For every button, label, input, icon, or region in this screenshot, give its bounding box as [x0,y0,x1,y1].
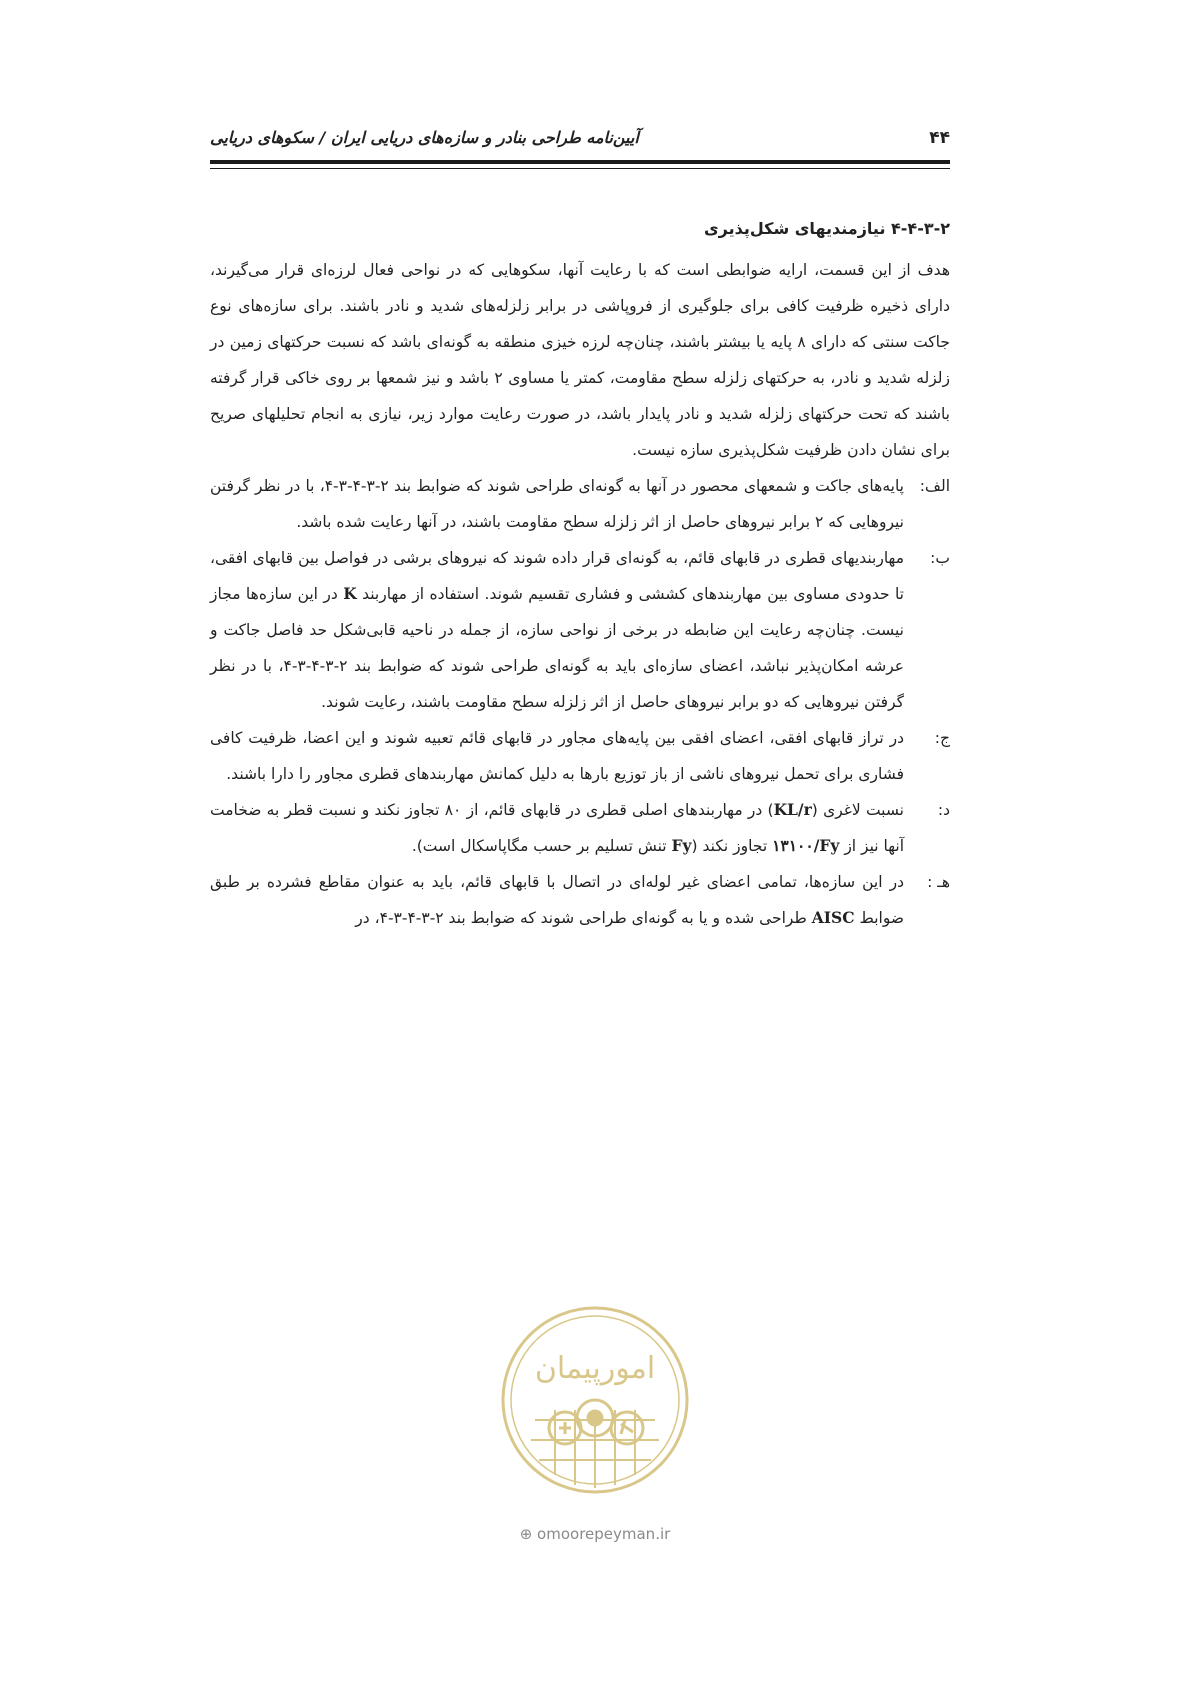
seal-icon [495,1300,695,1500]
globe-icon: ⊕ [519,1525,533,1543]
bold-term: ۱۳۱۰۰/Fy [772,836,840,855]
list-item-text: پایه‌های جاکت و شمعهای محصور در آنها به گونه‌ای طراحی شوند که ضوابط بند ۲-۳-۴-۳-۴، با در نظر گرفتن نیروهایی که ۲ برابر نیروهای حاصل از اثر زلزله سطح مقاومت باشند، در آنها رعایت شده باشد. [210,477,904,531]
page-number: ۴۴ [929,128,950,148]
list-item-be [210,540,950,720]
bold-term: AISC [811,908,855,927]
bold-term: Fy [671,836,692,855]
list-item-text: مهاربندیهای قطری در قابهای قائم، به گونه‌ای قرار داده شوند که نیروهای برشی در فواصل بین قابهای افقی، تا حدودی مساوی بین مهاربندهای کششی و فشاری تقسیم شوند. استفاده از مهاربند K در این سازه‌ها مجاز نیست. چنان‌چه رعایت این ضابطه در برخی از نواحی سازه، از جمله در ناحیه قابی‌شکل حد فاصل جاکت و عرشه امکان‌پذیر نباشد، اعضای سازه‌ای باید به گونه‌ای طراحی شوند که ضوابط بند ۲-۳-۴-۳-۴، با در نظر گرفتن نیروهایی که دو برابر نیروهای حاصل از اثر زلزله سطح مقاومت باشند، رعایت شوند. [210,549,905,711]
running-title: آیین‌نامه طراحی بنادر و سازه‌های دریایی ایران / سکوهای دریایی [210,128,639,147]
watermark-caption: ⊕ omoorepeyman.ir [519,1525,671,1543]
bold-term: KL/r [773,800,812,819]
list-item-text: در تراز قابهای افقی، اعضای افقی بین پایه‌های مجاور در قابهای قائم تعبیه شوند و این اعضا، ظرفیت کافی فشاری برای تحمل نیروهای ناشی از باز توزیع بارها به دلیل کمانش مهاربندهای قطری مجاور را دارا باشند. [210,729,904,783]
list-item-alef [210,468,950,540]
list-marker: هـ : [927,873,950,891]
list-marker: ج: [934,729,950,747]
list-item-text: نسبت لاغری (KL/r) در مهاربندهای اصلی قطری در قابهای قائم، از ۸۰ تجاوز نکند و نسبت قطر به ضخامت آنها نیز از ۱۳۱۰۰/Fy تجاوز نکند (Fy تنش تسلیم بر حسب مگاپاسکال است). [210,800,904,855]
section-title: ۴-۴-۳-۲ نیازمندیهای شکل‌پذیری [704,219,950,238]
list-item-jim [210,720,950,792]
bold-term: K [343,584,357,603]
list-marker: الف: [919,477,950,495]
list-marker: ب: [930,549,950,567]
list-marker: د: [937,801,950,819]
intro-paragraph: هدف از این قسمت، ارایه ضوابطی است که با رعایت آنها، سکوهایی که در نواحی فعال لرزه‌ای قرار می‌گیرند، دارای ذخیره ظرفیت کافی برای جلوگیری از فروپاشی در برابر زلزله‌های شدید و نادر باشند. برای سازه‌های نوع جاکت سنتی که دارای ۸ پایه یا بیشتر باشند، چنان‌چه لرزه خیزی منطقه به گونه‌ای باشد که نسبت حرکتهای زمین در زلزله شدید و نادر، به حرکتهای زلزله سطح مقاومت، کمتر یا مساوی ۲ باشد و نیز شمعها بر روی خاکی قرار گرفته باشند که تحت حرکتهای زلزله شدید و نادر پایدار باشد، در صورت رعایت موارد زیر، نیازی به انجام تحلیلهای صریح برای نشان دادن ظرفیت شکل‌پذیری سازه نیست. [210,261,950,459]
page-header [210,128,950,156]
list-item-dal [210,792,950,864]
body-content [210,214,950,936]
watermark-logo [495,1300,695,1500]
list-item-text: در این سازه‌ها، تمامی اعضای غیر لوله‌ای در اتصال با قابهای قائم، باید به عنوان مقاطع فشرده بر طبق ضوابط AISC طراحی شده و یا به گونه‌ای طراحی شوند که ضوابط بند ۲-۳-۴-۳-۴، در [210,873,904,927]
header-rule-thin [210,168,950,169]
logo-text: امورپیمان [534,1351,656,1386]
list-item-he [210,864,950,936]
header-rule-thick [210,160,950,164]
